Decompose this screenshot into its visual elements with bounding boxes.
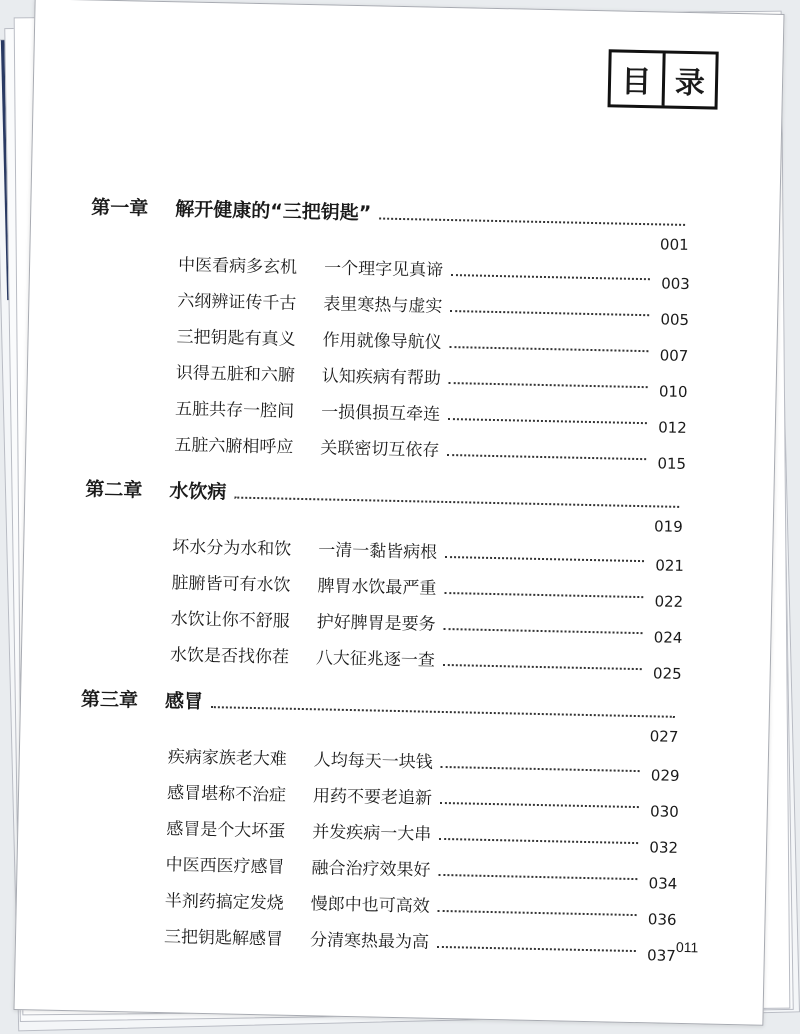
chapter-number: 第二章	[85, 478, 143, 502]
chapter-section	[76, 684, 682, 969]
dot-leader	[440, 802, 639, 808]
table-of-contents	[75, 192, 691, 978]
entry-title-first: 脏腑皆可有水饮	[171, 573, 291, 596]
entry-page-number: 034	[648, 874, 678, 893]
entry-title-first: 三把钥匙解感冒	[163, 927, 284, 950]
dot-leader	[437, 946, 636, 952]
contents-heading-box	[608, 49, 719, 109]
entry-page-number: 029	[650, 766, 680, 785]
dot-leader	[450, 310, 649, 316]
entry-title-first: 六纲辨证传千古	[177, 291, 297, 314]
chapter-page-number: 001	[659, 235, 689, 255]
entry-page-number: 012	[657, 418, 688, 438]
entry-page-number: 037	[646, 946, 676, 965]
entry-title-second: 用药不要老追新	[312, 786, 433, 809]
entry-title-first: 三把钥匙有真义	[176, 327, 296, 350]
chapter-number: 第三章	[80, 688, 139, 712]
entry-page-number: 010	[658, 382, 688, 402]
dot-leader	[445, 556, 644, 562]
entry-title-second: 关联密切互依存	[320, 438, 440, 461]
chapter-section	[82, 474, 686, 687]
entry-page-number: 022	[654, 592, 684, 611]
entry-title-second: 八大征兆逐一查	[315, 648, 436, 671]
entry-title-second: 并发疾病一大串	[312, 822, 432, 845]
entry-title-first: 中医看病多玄机	[177, 255, 298, 278]
entry-page-number: 015	[657, 454, 687, 473]
entry-page-number: 005	[660, 310, 690, 330]
entry-page-number: 025	[652, 664, 682, 683]
entry-title-second: 表里寒热与虚实	[323, 294, 443, 317]
dot-leader	[444, 592, 643, 598]
entry-page-number: 032	[649, 838, 679, 857]
entry-page-number: 030	[649, 802, 679, 821]
entry-title-second: 一个理字见真谛	[323, 258, 444, 281]
entry-page-number: 021	[655, 556, 685, 575]
entry-title-second: 人均每天一块钱	[313, 750, 433, 773]
entry-title-first: 半剂药搞定发烧	[164, 891, 284, 914]
chapter-title: 感冒	[164, 690, 204, 713]
dot-leader	[234, 497, 679, 508]
entry-page-number: 007	[659, 346, 689, 366]
entry-title-first: 水饮是否找你茬	[169, 645, 290, 668]
entry-title-first: 识得五脏和六腑	[175, 363, 296, 386]
dot-leader	[438, 874, 637, 880]
entry-title-first: 疾病家族老大难	[167, 747, 287, 770]
entry-title-first: 五脏共存一腔间	[174, 399, 295, 422]
chapter-title: 解开健康的“三把钥匙”	[175, 198, 372, 225]
chapter-section	[86, 192, 692, 477]
entry-title-second: 一损俱损互牵连	[320, 402, 441, 425]
entry-title-first: 感冒是个大坏蛋	[166, 819, 286, 842]
dot-leader	[211, 706, 675, 718]
entry-title-second: 融合治疗效果好	[311, 858, 431, 881]
dot-leader	[444, 628, 643, 634]
entry-title-second: 分清寒热最为高	[309, 930, 430, 953]
dot-leader	[439, 838, 638, 844]
toc-page	[13, 0, 784, 1026]
dot-leader	[443, 664, 642, 670]
contents-heading-char: 录	[661, 53, 716, 106]
entry-page-number: 036	[647, 910, 677, 929]
entry-title-second: 一清一黏皆病根	[317, 540, 438, 563]
chapter-title: 水饮病	[169, 480, 227, 504]
chapter-number: 第一章	[91, 196, 149, 220]
entry-title-second: 脾胃水饮最严重	[317, 576, 437, 599]
entry-title-first: 坏水分为水和饮	[172, 537, 292, 560]
dot-leader	[448, 418, 647, 424]
chapter-page-number: 019	[653, 517, 683, 536]
contents-heading-char: 目	[620, 64, 652, 101]
entry-title-first: 五脏六腑相呼应	[174, 435, 294, 458]
dot-leader	[379, 218, 685, 226]
entry-title-second: 认知疾病有帮助	[321, 366, 442, 389]
entry-title-first: 水饮让你不舒服	[170, 609, 290, 632]
entry-title-first: 感冒堪称不治症	[166, 783, 287, 806]
dot-leader	[441, 766, 640, 772]
dot-leader	[438, 910, 637, 916]
dot-leader	[451, 274, 650, 280]
dot-leader	[449, 382, 648, 388]
page-number: 011	[675, 938, 699, 956]
entry-title-second: 作用就像导航仪	[322, 330, 442, 353]
dot-leader	[447, 454, 646, 460]
entry-title-second: 护好脾胃是要务	[316, 612, 436, 635]
dot-leader	[449, 346, 648, 352]
entry-page-number: 003	[661, 274, 691, 294]
chapter-page-number: 027	[649, 727, 679, 746]
entry-title-first: 中医西医疗感冒	[165, 855, 285, 878]
entry-title-second: 慢郎中也可高效	[310, 894, 430, 917]
entry-page-number: 024	[653, 628, 683, 647]
